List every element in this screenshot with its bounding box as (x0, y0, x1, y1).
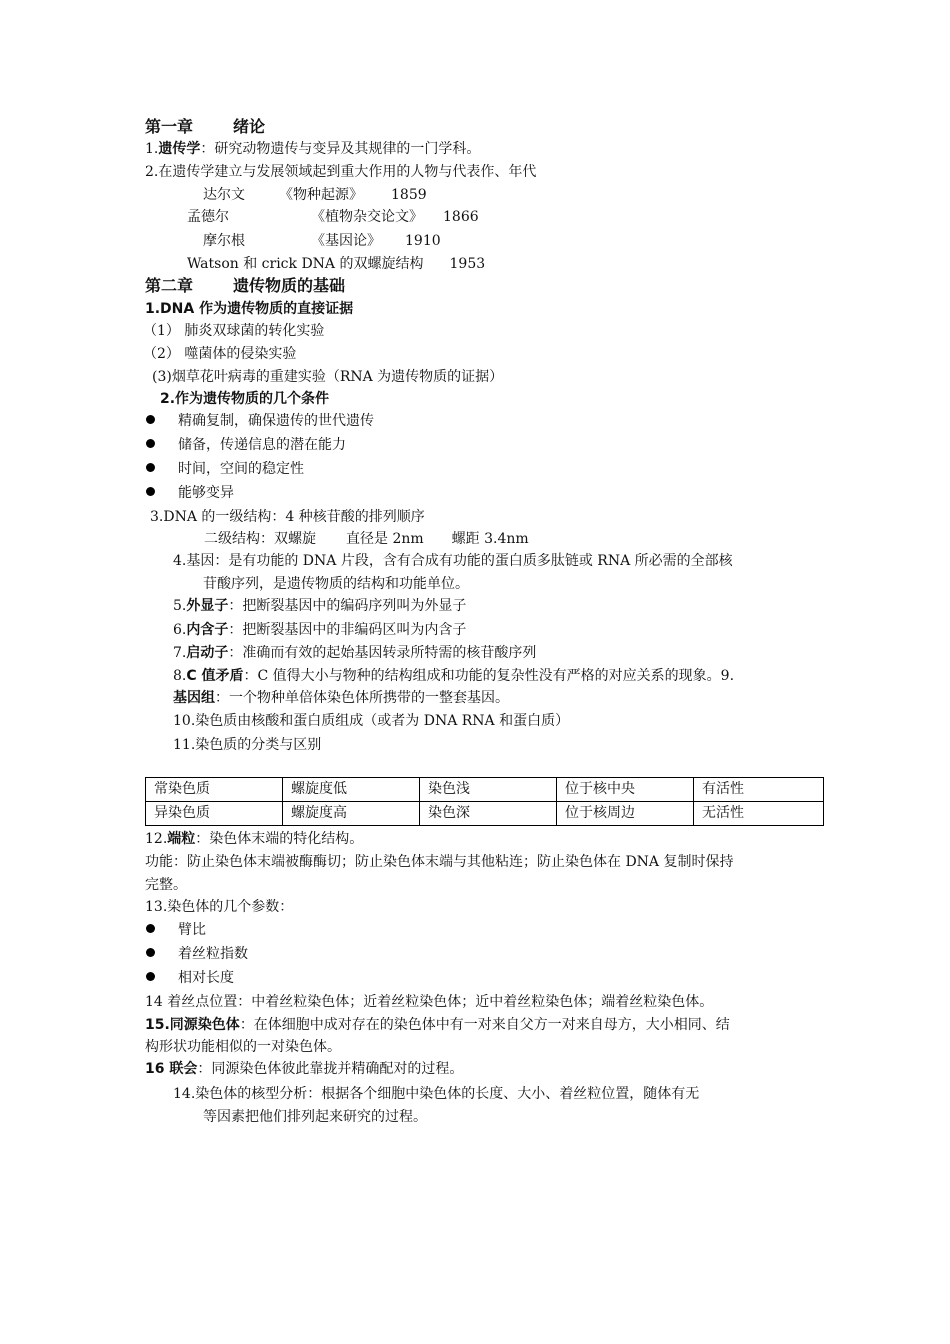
def-homologous: 15.同源染色体：在体细胞中成对存在的染色体中有一对来自父方一对来自母方，大小相同、结 (145, 1017, 730, 1033)
term-c-value-paradox: C 值矛盾 (186, 668, 244, 684)
table-cell: 异染色质 (146, 802, 283, 826)
section-4-line2: 苷酸序列，是遗传物质的结构和功能单位。 (203, 576, 469, 592)
table-row (146, 778, 824, 802)
term-exon: 外显子 (186, 598, 229, 614)
def-telomere: 12.端粒：染色体末端的特化结构。 (145, 831, 364, 847)
chapter1-heading (145, 117, 265, 137)
table-cell: 位于核周边 (557, 802, 694, 826)
section-4-line1: 4.基因：是有功能的 DNA 片段，含有合成有功能的蛋白质多肽链或 RNA 所必需的全部核 (173, 553, 733, 569)
condition-item: 储备，传递信息的潜在能力 (178, 437, 346, 453)
item-2: 2.在遗传学建立与发展领域起到重大作用的人物与代表作、年代 (145, 164, 537, 180)
table-cell: 螺旋度高 (283, 802, 420, 826)
evidence-item: （1） 肺炎双球菌的转化实验 (143, 323, 325, 339)
karyotype-line1: 14.染色体的核型分析：根据各个细胞中染色体的长度、大小、着丝粒位置，随体有无 (173, 1086, 700, 1102)
section-2-heading: 2.作为遗传物质的几个条件 (160, 391, 330, 407)
section-1-heading: 1.DNA 作为遗传物质的直接证据 (145, 301, 354, 317)
bullet-icon (146, 439, 155, 448)
bullet-icon (146, 924, 155, 933)
table-cell: 常染色质 (146, 778, 283, 802)
chapter2-subtitle: 遗传物质的基础 (233, 276, 346, 295)
def-genetics: 1.遗传学：研究动物遗传与变异及其规律的一门学科。 (145, 141, 481, 157)
def-exon: 5.外显子：把断裂基因中的编码序列叫为外显子 (173, 598, 467, 614)
section-14: 14 着丝点位置：中着丝粒染色体；近着丝粒染色体；近中着丝粒染色体；端着丝粒染色体。 (145, 994, 714, 1010)
term-homologous: 15.同源染色体 (145, 1017, 240, 1033)
param-item: 臂比 (178, 922, 206, 938)
section-3: 3.DNA 的一级结构：4 种核苷酸的排列顺序 (150, 509, 425, 525)
condition-item: 能够变异 (178, 485, 234, 501)
chapter1-title: 第一章 (145, 117, 194, 136)
chapter1-subtitle: 绪论 (233, 117, 266, 136)
term-genome: 基因组 (173, 690, 215, 706)
term-promoter: 启动子 (186, 645, 229, 661)
evidence-item: （2） 噬菌体的侵染实验 (143, 346, 297, 362)
section-13: 13.染色体的几个参数： (145, 899, 294, 915)
def-genome: 基因组：一个物种单倍体染色体所携带的一整套基因。 (173, 690, 509, 706)
chromatin-table (145, 777, 824, 826)
condition-item: 时间，空间的稳定性 (178, 461, 304, 477)
param-item: 着丝粒指数 (178, 946, 248, 962)
def-intron: 6.内含子：把断裂基因中的非编码区叫为内含子 (173, 622, 467, 638)
section-10: 10.染色质由核酸和蛋白质组成（或者为 DNA RNA 和蛋白质） (173, 713, 570, 729)
term-telomere: 端粒 (167, 831, 196, 847)
def-promoter: 7.启动子：准确而有效的起始基因转录所特需的核苷酸序列 (173, 645, 537, 661)
def-synapsis: 16 联会：同源染色体彼此靠拢并精确配对的过程。 (145, 1061, 464, 1077)
karyotype-line2: 等因素把他们排列起来研究的过程。 (203, 1109, 427, 1125)
def-c-value-paradox: 8.C 值矛盾：C 值得大小与物种的结构组成和功能的复杂性没有严格的对应关系的现象。9. (173, 668, 735, 684)
param-item: 相对长度 (178, 970, 234, 986)
bullet-icon (146, 948, 155, 957)
bullet-icon (146, 972, 155, 981)
section-11: 11.染色质的分类与区别 (173, 737, 322, 753)
person-row: 达尔文 《物种起源》 1859 (203, 187, 427, 203)
bullet-icon (146, 415, 155, 424)
person-row: Watson 和 crick DNA 的双螺旋结构 1953 (187, 256, 486, 272)
person-row: 孟德尔 《植物杂交论文》 1866 (187, 209, 479, 225)
def-homologous-line2: 构形状功能相似的一对染色体。 (145, 1039, 341, 1055)
table-cell: 位于核中央 (557, 778, 694, 802)
bullet-icon (146, 487, 155, 496)
chapter2-title: 第二章 (145, 276, 194, 295)
condition-item: 精确复制，确保遗传的世代遗传 (178, 413, 374, 429)
table-cell: 染色浅 (420, 778, 557, 802)
table-cell: 染色深 (420, 802, 557, 826)
term-genetics: 遗传学 (158, 141, 201, 157)
bullet-icon (146, 463, 155, 472)
term-synapsis: 16 联会 (145, 1061, 198, 1077)
chapter2-heading (145, 276, 345, 296)
table-cell: 有活性 (694, 778, 824, 802)
evidence-item: (3)烟草花叶病毒的重建实验（RNA 为遗传物质的证据） (152, 369, 504, 385)
table-cell: 螺旋度低 (283, 778, 420, 802)
term-intron: 内含子 (186, 622, 229, 638)
table-cell: 无活性 (694, 802, 824, 826)
telomere-function-line1: 功能：防止染色体末端被酶酶切；防止染色体末端与其他粘连；防止染色体在 DNA 复制时保持 (145, 854, 734, 870)
table-row (146, 802, 824, 826)
telomere-function-line2: 完整。 (145, 877, 187, 893)
person-row: 摩尔根 《基因论》 1910 (203, 233, 441, 249)
secondary-structure: 二级结构：双螺旋 直径是 2nm 螺距 3.4nm (204, 531, 529, 547)
